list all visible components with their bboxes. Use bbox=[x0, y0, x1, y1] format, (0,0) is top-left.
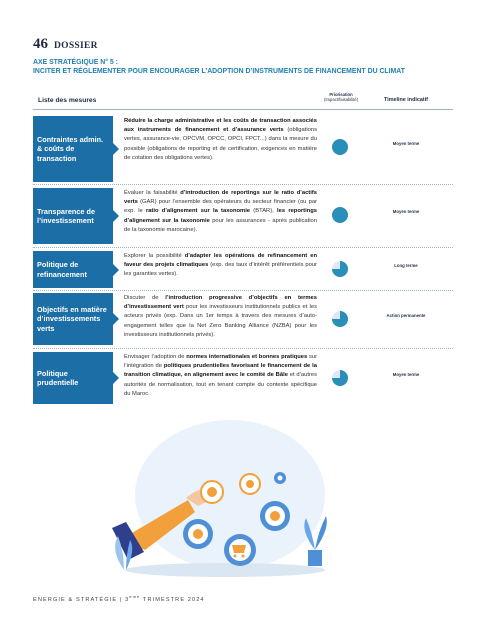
header-priority bbox=[316, 92, 366, 102]
timeline-value: Moyen terme bbox=[392, 372, 420, 377]
harvey-ball-base bbox=[332, 139, 348, 155]
page-header bbox=[33, 36, 98, 53]
timeline-value: Long terme bbox=[394, 263, 418, 268]
gear-icon bbox=[240, 474, 260, 494]
priority-harvey-ball bbox=[331, 260, 349, 278]
row-separator bbox=[33, 247, 453, 248]
row-label: Politique prudentielle bbox=[33, 352, 113, 404]
finance-illustration bbox=[100, 400, 340, 585]
priority-harvey-ball bbox=[331, 206, 349, 224]
row-description: Évaluer la faisabilité d’introduction de reportings sur le ratio d’actifs verts (GAR) pour l’ensemble des opérateurs du secteur financier (ou par exp. le ratio d’alignement sur la taxonomie (BTAR), les reportings d’alignement sur la taxonomie pour les assurances - après publication de la taxonomie marocaine). bbox=[124, 190, 317, 233]
axe-title-line2: INCITER ET RÉGLEMENTER POUR ENCOURAGER L’ADOPTION D’INSTRUMENTS DE FINANCEMENT DU CLIMAT bbox=[33, 68, 405, 75]
axe-title bbox=[33, 58, 453, 76]
row-description: Explorer la possibilité d’adapter les opérations de refinancement en faveur des projets climatiques (exp. des taux d’intérêt préférentiels pour les garanties vertes). bbox=[124, 253, 317, 278]
gear-icon bbox=[201, 481, 223, 503]
table-row bbox=[33, 188, 453, 244]
table-row bbox=[33, 293, 453, 345]
table-row bbox=[33, 352, 453, 404]
row-label: Contraintes admin. & coûts de transaction bbox=[33, 116, 113, 182]
row-label: Objectifs en matière d’investissements verts bbox=[33, 293, 113, 345]
row-description: Discuter de l’introduction progressive d’objectifs en termes d’investissement vert pour les investisseurs institutionnels publics et les acteurs privés (exp. Dans un 1er temps à travers des mesures d’auto-engagement telles que la Net Zero Banking Alliance (NZBA) pour les investisseurs institutionnels privés). bbox=[124, 295, 317, 338]
row-separator bbox=[33, 184, 453, 185]
priority-harvey-ball bbox=[331, 310, 349, 328]
row-label: Transparence de l’investissement bbox=[33, 188, 113, 244]
cart-icon bbox=[224, 534, 256, 566]
harvey-ball-base bbox=[332, 207, 348, 223]
gear-icon bbox=[274, 472, 286, 484]
illustration-shadow bbox=[125, 563, 325, 577]
row-separator bbox=[33, 290, 453, 291]
row-label: Politique de refinancement bbox=[33, 251, 113, 288]
priority-harvey-ball bbox=[331, 369, 349, 387]
page-number: 46 bbox=[33, 36, 48, 52]
header-measures: Liste des mesures bbox=[38, 97, 97, 104]
header-priority-sub: (Impact/faisabilité) bbox=[324, 97, 358, 103]
row-description: Envisager l’adoption de normes internationales et bonnes pratiques sur l’intégration de politiques prudentielles favorisant le financement de la transition climatique, en alignement avec le comité de Bâle et d’autres autorités de normalisation, tout en tenant compte du contexte spécifique du Maroc. bbox=[124, 354, 318, 397]
table-header bbox=[33, 92, 453, 110]
row-separator bbox=[33, 348, 453, 349]
header-timeline: Timeline indicatif bbox=[384, 97, 428, 103]
axe-title-line1: AXE STRATÉGIQUE N° 5 : bbox=[33, 59, 118, 66]
target-icon bbox=[183, 519, 213, 549]
section-title: DOSSIER bbox=[54, 41, 98, 51]
table-row bbox=[33, 116, 453, 182]
header-priority-title: Priorisation bbox=[329, 92, 353, 97]
page-footer: ENERGIE & STRATÉGIE | 3ème TRIMESTRE 2024 bbox=[33, 594, 205, 603]
target-icon bbox=[260, 501, 290, 531]
table-row bbox=[33, 251, 453, 288]
row-description: Réduire la charge administrative et les coûts de transaction associés aux instruments de financement et d’assurance verts (obligations vertes, assurance-vie, OPCVM, OPCC, OPCI, FPCT...) dans la mesure du possible (obligations de reporting et de certification, exigences en matière de cotation des obligations vertes). bbox=[124, 118, 317, 161]
timeline-value: Action permanente bbox=[386, 313, 426, 318]
timeline-value: Moyen terme bbox=[392, 209, 420, 214]
timeline-value: Moyen terme bbox=[392, 141, 420, 146]
priority-harvey-ball bbox=[331, 138, 349, 156]
